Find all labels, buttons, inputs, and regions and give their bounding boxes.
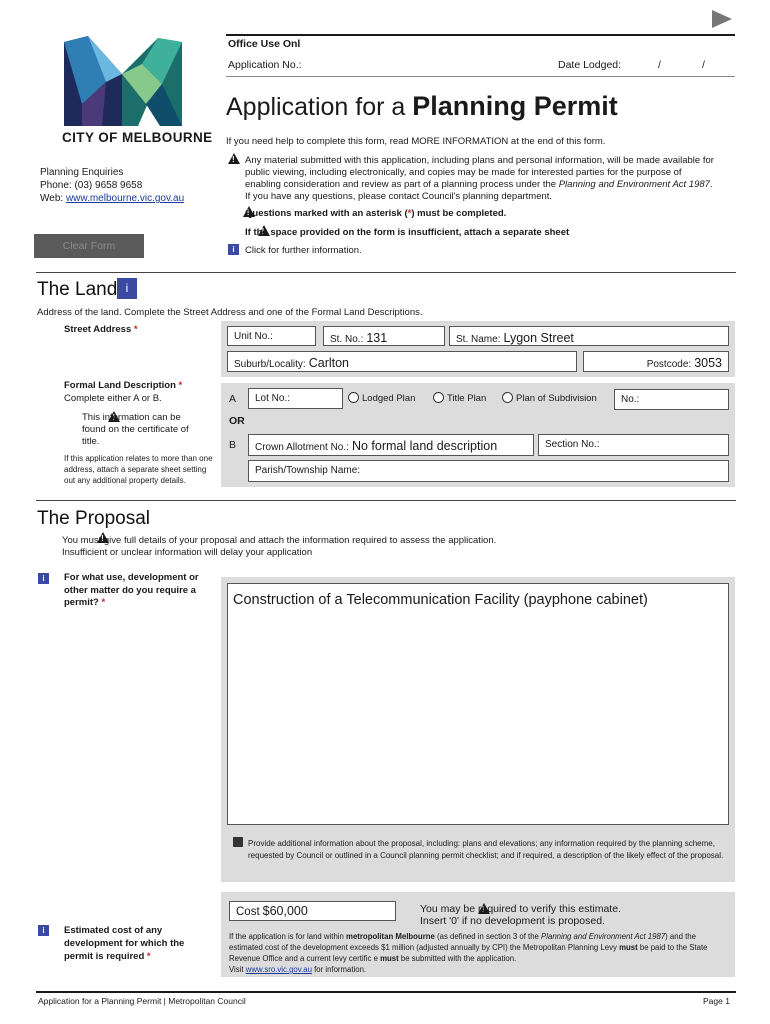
levy-text: If the application is for land within metropolitan Melbourne (as defined in section 3 of the Planning and Environment Act 1987) and the estimated cost of the development exceeds $1 million (adjusted annually by CPI) the Metropolitan Planning Levy must be paid to the State Revenue Office and a current levy certific e must be submitted with the application. Visit www.sro.vic.gov.au for information. xyxy=(229,932,708,974)
cost-question: Estimated cost of any development for which the permit is required * xyxy=(64,925,185,962)
cost-field[interactable]: Cost $60,000 xyxy=(229,901,396,921)
st-no-field[interactable]: St. No.: 131 xyxy=(323,326,445,346)
plan-no-field[interactable]: No.: xyxy=(614,389,729,410)
option-b: B xyxy=(229,439,237,451)
must-give-text: You must give full details of your proposal and attach the information required to assess the application. xyxy=(62,535,497,546)
asterisk-warning: Questions marked with an asterisk (*) must be completed. xyxy=(245,208,507,219)
application-no-label: Application No.: xyxy=(228,59,302,71)
office-use-rule xyxy=(226,76,735,77)
lot-no-field[interactable]: Lot No.: xyxy=(248,388,343,409)
lodged-plan-radio[interactable]: Lodged Plan xyxy=(348,392,415,404)
sro-link[interactable]: www.sro.vic.gov.au xyxy=(245,965,312,974)
crown-allotment-field[interactable]: Crown Allotment No.: No formal land description xyxy=(248,434,534,456)
verify-line-2: Insert '0' if no development is proposed. xyxy=(420,915,605,927)
web xyxy=(40,193,184,204)
title-light: Application for a xyxy=(226,93,413,121)
land-heading: The Land xyxy=(37,279,118,300)
clear-form-button[interactable]: Clear Form xyxy=(34,234,144,258)
web-link[interactable]: www.melbourne.vic.gov.au xyxy=(65,193,185,204)
land-info-icon[interactable]: i xyxy=(117,278,137,299)
title-info: This information can be found on the certificate of title. xyxy=(82,412,189,447)
office-use-label: Office Use Onl xyxy=(228,38,301,50)
or-label: OR xyxy=(229,415,245,427)
help-text: If you need help to complete this form, read MORE INFORMATION at the end of this form. xyxy=(226,136,606,147)
street-address-label: Street Address * xyxy=(64,324,138,335)
insufficient-text: Insufficient or unclear information will delay your application xyxy=(62,547,313,558)
proposal-rule xyxy=(36,500,736,501)
land-description: Address of the land. Complete the Street Address and one of the Formal Land Descriptions. xyxy=(37,307,423,318)
proposal-heading: The Proposal xyxy=(37,508,151,529)
date-separator-1: / xyxy=(658,59,661,71)
space-warning: If the space provided on the form is insufficient, attach a separate sheet xyxy=(245,227,570,238)
footer-rule xyxy=(36,991,736,993)
parish-field[interactable]: Parish/Township Name: xyxy=(248,460,729,482)
info-icon[interactable]: i xyxy=(228,244,239,255)
complete-either: Complete either A or B. xyxy=(64,393,162,404)
st-name-field[interactable]: St. Name: Lygon Street xyxy=(449,326,729,346)
postcode-field[interactable]: Postcode: 3053 xyxy=(583,351,729,372)
multi-address-note: If this application relates to more than one address, attach a separate sheet setting out any additional property details. xyxy=(64,454,213,485)
additional-info-text: Provide additional information about the proposal, including: plans and elevations; any information required by the planning scheme, requested by Council or outlined in a Council planning permit checklist; and if required, a description of the likely effect of the proposal. xyxy=(248,839,724,860)
logo-text: CITY OF MELBOURNE xyxy=(62,130,213,145)
option-a: A xyxy=(229,393,237,405)
title-plan-radio[interactable]: Title Plan xyxy=(433,392,486,404)
top-rule xyxy=(226,34,735,36)
next-page-arrow-icon[interactable] xyxy=(712,10,732,28)
land-rule xyxy=(36,272,736,273)
phone: Phone: (03) 9658 9658 xyxy=(40,180,143,191)
use-question: For what use, development or other matter do you require a permit? * xyxy=(64,572,199,608)
formal-label: Formal Land Description * xyxy=(64,380,183,391)
verify-line-1: You may be required to verify this estimate. xyxy=(420,903,621,915)
planning-enquiries: Planning Enquiries xyxy=(40,167,124,178)
use-description-field[interactable]: Construction of a Telecommunication Facility (payphone cabinet) xyxy=(227,583,729,825)
unit-no-field[interactable]: Unit No.: xyxy=(227,326,316,346)
subdivision-radio[interactable]: Plan of Subdivision xyxy=(502,392,597,404)
suburb-field[interactable]: Suburb/Locality: Carlton xyxy=(227,351,577,372)
public-viewing-warning: Any material submitted with this application, including plans and personal information, will be made available for public viewing, including electronically, and copies may be made for interested parties for the purpose of enabling consideration and review as part of a planning process under the Planning and Environment Act 1987. If you have any questions, please contact Council's planning department. xyxy=(245,155,714,202)
date-lodged-label: Date Lodged: xyxy=(558,59,622,71)
date-separator-2: / xyxy=(702,59,705,71)
web-prefix: Web: xyxy=(40,193,66,204)
city-of-melbourne-logo xyxy=(62,34,184,130)
checkbox-icon[interactable] xyxy=(233,837,243,847)
click-info-text: Click for further information. xyxy=(245,245,362,256)
warning-icon xyxy=(228,153,240,164)
cost-info-icon[interactable]: i xyxy=(38,925,49,936)
footer-left: Application for a Planning Permit | Metropolitan Council xyxy=(38,996,246,1006)
section-no-field[interactable]: Section No.: xyxy=(538,434,729,456)
use-info-icon[interactable]: i xyxy=(38,573,49,584)
footer-page: Page 1 xyxy=(703,996,730,1006)
page-title xyxy=(226,91,618,122)
title-bold: Planning Permit xyxy=(412,91,618,121)
